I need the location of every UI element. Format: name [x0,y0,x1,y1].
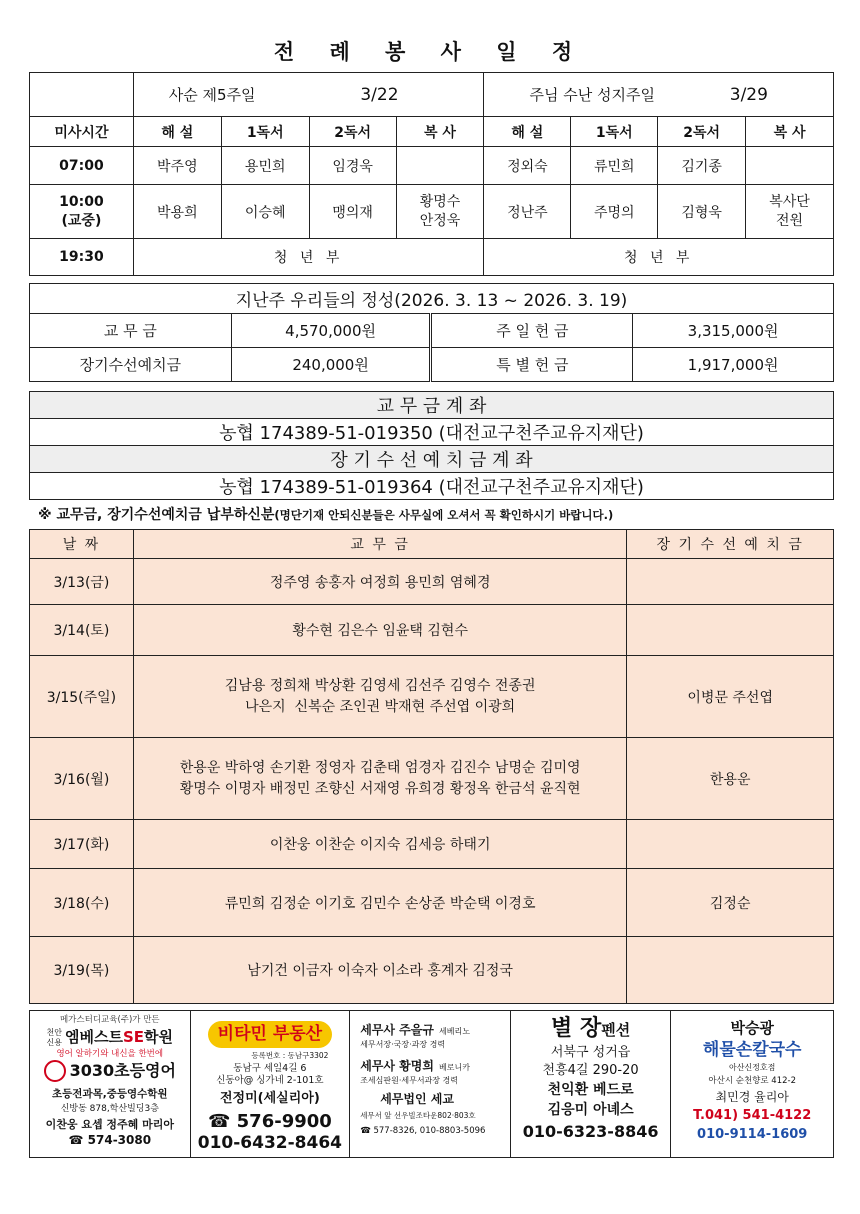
donor-repair [627,937,834,1004]
server-cell: 맹의재 [309,185,396,239]
donor-names: 남기건 이금자 이숙자 이소라 홍계자 김정국 [247,963,513,979]
ad1-brand-se: SE [122,1028,145,1047]
ad4-title-row [511,1015,671,1043]
ad1-people: 이찬웅 요셉 정주혜 마리아 [45,1117,174,1131]
ad5-person: 최민경 율리아 [715,1089,789,1104]
ad1-logo-icon [44,1060,66,1082]
ad5-shop: 해물손칼국수 [702,1039,802,1060]
ad2-person: 전정미(세실리아) [219,1091,320,1107]
donor-date: 3/16(월) [30,738,134,820]
account-title: 장 기 수 선 예 치 금 계 좌 [30,446,834,473]
ad3-firm: 세무법인 세교 [380,1092,454,1106]
week2-name: 주님 수난 성지주일 [529,86,655,104]
ad3-p1-row [360,1019,510,1039]
ad5-tel1: T.041) 541-4122 [693,1107,812,1123]
account-title: 교 무 금 계 좌 [30,392,834,419]
offering-value: 1,917,000원 [633,348,834,382]
mass-time: 19:30 [30,239,134,276]
donor-table [29,529,834,1004]
week1-date: 3/22 [360,85,399,105]
offering-value: 240,000원 [231,348,431,382]
youth-group-cell: 청 년 부 [133,239,484,276]
server-cell: 임경욱 [309,147,396,185]
server-cell [396,147,484,185]
offering-table [29,283,834,382]
role-header: 복 사 [396,117,484,147]
offering-label: 장기수선예치금 [30,348,232,382]
ad2-tel2: 010-6432-8464 [197,1133,342,1154]
role-header: 1독서 [221,117,309,147]
ad4-tel: 010-6323-8846 [522,1122,659,1141]
ad-tax [350,1011,511,1157]
ad4-addr1: 서북구 성거읍 [550,1044,631,1060]
donor-repair [627,559,834,605]
donor-kyomu [133,820,627,869]
role-header: 해 설 [133,117,221,147]
ad3-p1: 세무사 주을규 [360,1023,434,1037]
donor-header-repair: 장 기 수 선 예 치 금 [627,530,834,559]
ad-academy [30,1011,191,1157]
donor-names: 류민희 김정순 이기호 김민수 손상준 박순택 이경호 [224,895,536,912]
role-header: 해 설 [484,117,571,147]
server-cell: 김형욱 [658,185,746,239]
ad3-p2: 세무사 황명희 [360,1059,434,1073]
donor-kyomu [133,656,627,738]
ad2-title: 비타민 부동산 [208,1021,332,1048]
ad1-brand [65,1028,173,1047]
ad1-brand-small1: 천안 [46,1027,63,1037]
page-title: 전 례 봉 사 일 정 [273,40,587,64]
week2-date: 3/29 [729,85,768,105]
ad-strip [29,1010,834,1158]
donor-kyomu [133,738,627,820]
ad4-addr2: 천흥4길 290-20 [542,1062,639,1078]
offering-label: 주 일 헌 금 [431,314,633,348]
role-header: 1독서 [571,117,658,147]
ad1-slogan: 영어 알하기와 내신을 한번에 [56,1048,164,1059]
ad1-brand-small [47,1028,62,1048]
ad1-name-row [30,1060,190,1082]
ad1-line3: 초등전과목,중등영수학원 [52,1088,168,1101]
ad1-top: 메가스터디교육(주)가 만든 [59,1015,160,1025]
server-cell: 류민희 [571,147,658,185]
week1-name: 사순 제5주일 [168,86,256,104]
donor-kyomu [133,605,627,656]
ad4-p1: 천익환 베드로 [547,1082,634,1098]
ad-restaurant [671,1011,833,1157]
server-cell [746,147,834,185]
offering-value: 3,315,000원 [633,314,834,348]
donor-repair [627,820,834,869]
donor-repair: 이병문 주선엽 [627,656,834,738]
donor-names: 나은지 신복순 조인권 박재현 주선엽 이광희 [245,698,516,715]
donor-date: 3/14(토) [30,605,134,656]
role-header: 2독서 [309,117,396,147]
donor-header-date: 날 짜 [30,530,134,559]
ad5-tel2: 010-9114-1609 [697,1126,808,1142]
ad3-p1-desc: 세무서장·국장·과장 경력 [360,1040,446,1049]
notice-main: ※ 교무금, 장기수선예치금 납부하신분 [38,507,275,523]
donor-names: 황명수 이명자 배정민 조향신 서재영 유희경 황정옥 한금석 윤직현 [179,780,581,797]
ad4-title: 별 장 [551,1015,602,1041]
server-cell: 박용희 [133,185,221,239]
server-cell: 정난주 [484,185,571,239]
donor-names: 한용운 박하영 손기환 정영자 김춘태 엄경자 김진수 남명순 김미영 [179,760,581,777]
server-cell: 용민희 [221,147,309,185]
donor-date: 3/19(목) [30,937,134,1004]
mass-time: 07:00 [30,147,134,185]
account-number: 농협 174389-51-019364 (대전교구천주교유지재단) [30,473,834,500]
server-cell: 주명의 [571,185,658,239]
ad3-p1-en: 세베리노 [439,1027,470,1036]
server-cell: 정외숙 [484,147,571,185]
ad3-p2-row [360,1055,510,1075]
donor-names: 이찬웅 이찬순 이지숙 김세응 하태기 [269,837,491,853]
account-number: 농협 174389-51-019350 (대전교구천주교유지재단) [30,419,834,446]
ad1-brand-tail: 학원 [144,1028,174,1047]
donor-date: 3/18(수) [30,869,134,937]
donor-kyomu [133,559,627,605]
donor-date: 3/15(주일) [30,656,134,738]
ad4-title-suffix: 펜션 [601,1021,631,1039]
notice-sub: (명단기재 안되신분들은 사무실에 오셔서 꼭 확인하시기 바랍니다.) [274,508,614,522]
ad1-brand-main: 엠베스트 [65,1028,123,1047]
ad5-addr: 아산시 순천향로 412-2 [708,1076,796,1086]
donor-header-kyomu: 교 무 금 [133,530,627,559]
role-header: 2독서 [658,117,746,147]
offering-label: 교 무 금 [30,314,232,348]
ad2-addr2: 신동아@ 싱가네 2-101호 [216,1074,324,1086]
server-cell: 황명수 안정욱 [396,185,484,239]
ad1-name2: 3030초등영어 [69,1061,176,1081]
week2-header [484,73,834,117]
offering-title: 지난주 우리들의 정성(2026. 3. 13 ~ 2026. 3. 19) [30,284,834,314]
donor-date: 3/17(화) [30,820,134,869]
donor-repair: 김정순 [627,869,834,937]
server-cell: 박주영 [133,147,221,185]
offering-value: 4,570,000원 [231,314,431,348]
donor-date: 3/13(금) [30,559,134,605]
server-cell: 김기종 [658,147,746,185]
ad1-brand-row [30,1028,190,1048]
accounts-table [29,391,834,500]
ad1-tel: ☎ 574-3080 [68,1133,152,1148]
col-time: 미사시간 [30,117,134,147]
ad3-tel: ☎ 577-8326, 010-8803-5096 [360,1126,486,1137]
ad3-p2-desc: 조세심판원·세무서과장 경력 [360,1076,459,1085]
mass-time-sub: (교중) [61,212,102,229]
ad2-tel1: ☎ 576-9900 [207,1110,332,1132]
notice [38,504,613,524]
ad4-p2: 김응미 아녜스 [547,1101,634,1118]
ad-realestate [191,1011,351,1157]
role-header: 복 사 [746,117,834,147]
donor-kyomu [133,937,627,1004]
mass-time-main: 10:00 [59,193,104,210]
donor-repair: 한용운 [627,738,834,820]
server-cell: 복사단 전원 [746,185,834,239]
mass-time [30,185,134,239]
offering-label: 특 별 헌 금 [431,348,633,382]
youth-group-cell: 청 년 부 [484,239,834,276]
ad2-addr1: 동남구 세일4길 6 [233,1062,307,1074]
donor-repair [627,605,834,656]
corner-cell [30,73,134,117]
server-cell: 이승혜 [221,185,309,239]
ad5-name: 박승광 [730,1019,774,1037]
ad1-addr: 신방동 878,학산빌딩3층 [60,1104,159,1115]
week1-header [133,73,484,117]
ad1-brand-small2: 신용 [46,1037,63,1047]
donor-kyomu [133,869,627,937]
ad3-p2-en: 베로니카 [439,1063,470,1072]
ad5-shop-sub: 아산신정호점 [729,1063,776,1072]
donor-names: 정주영 송홍자 여정희 용민희 염혜경 [269,574,491,591]
ad2-title-wrap [191,1021,350,1048]
donor-names: 김남용 정희채 박상환 김영세 김선주 김영수 전종권 [224,678,536,695]
donor-names: 황수현 김은수 임윤택 김현수 [292,623,468,639]
ad-pension [511,1011,672,1157]
ad3-addr: 세무서 앞 선우빌조타운802·803호 [360,1111,476,1120]
liturgy-schedule-table [29,72,834,276]
ad2-reg: 등록번호 : 동남구3302 [251,1051,329,1061]
